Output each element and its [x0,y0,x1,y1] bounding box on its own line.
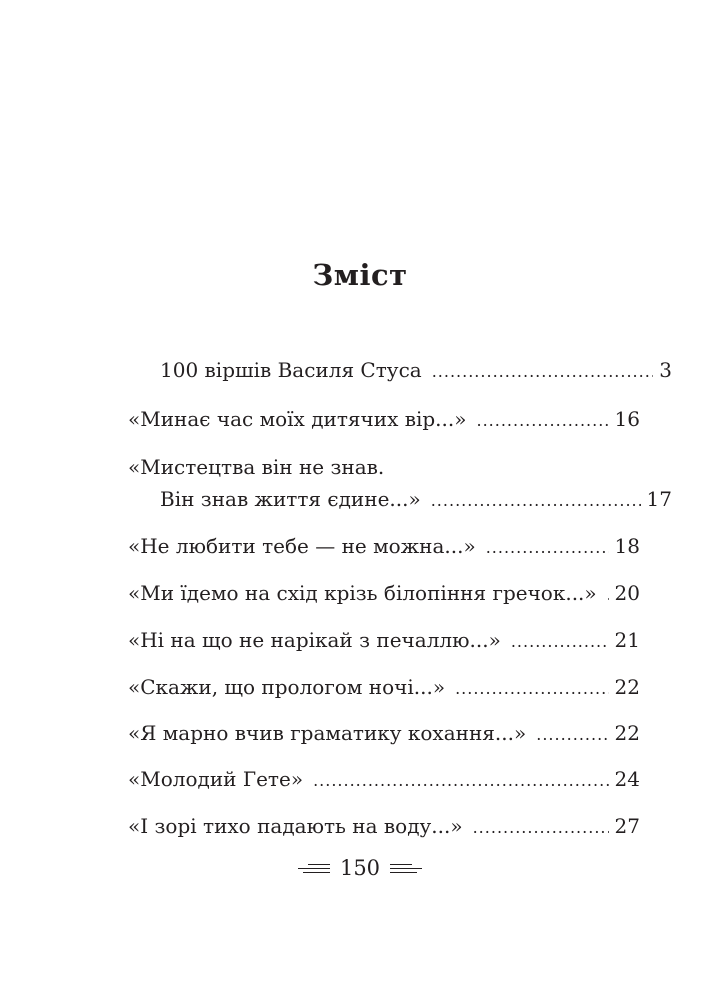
toc-entry [128,765,640,795]
toc-entry [128,356,672,386]
dot-leader [536,721,608,749]
toc-entry-page: 17 [646,487,672,511]
toc-entry-title: «Ми їдемо на схід крізь білопіння гречок...» [128,581,597,605]
toc-entry-title: «Ні на що не нарікай з печаллю...» [128,628,501,652]
toc-entry [128,812,640,842]
toc-line [128,812,640,842]
toc-entry-page: 18 [614,534,640,558]
dot-leader [455,675,608,703]
toc-entry-page: 22 [614,675,640,699]
footer-ornament-left [298,864,330,873]
dot-leader [511,628,609,656]
page-title: Зміст [312,258,408,292]
toc-line [128,356,672,386]
toc-entry [128,719,640,749]
toc-entry [128,532,640,562]
toc-line [128,719,640,749]
page-footer [0,856,720,880]
dot-leader [313,767,608,795]
toc-line [128,405,640,435]
toc-entry-title: 100 віршів Василя Стуса [160,358,422,382]
toc-line [128,765,640,795]
toc-entry [128,579,640,609]
toc-entry-title: «Скажи, що прологом ночі...» [128,675,446,699]
page-number: 150 [339,856,381,880]
dot-leader [431,487,641,515]
toc-entry-title-line1: «Мистецтва він не знав. [128,455,385,479]
toc-entry [128,453,672,515]
toc-entry-page: 3 [659,358,672,382]
toc-entry-page: 24 [614,767,640,791]
toc-line [128,532,640,562]
toc-line [128,579,640,609]
toc-entry-page: 16 [614,407,640,431]
toc-entry-title: «Молодий Гете» [128,767,304,791]
toc-entry [128,673,640,703]
toc-entry-title: Він знав життя єдине...» [160,487,421,511]
dot-leader [476,407,608,435]
toc-entry-title: «Минає час моїх дитячих вір...» [128,407,467,431]
toc-entry-title: «Я марно вчив граматику кохання...» [128,721,527,745]
dot-leader [486,534,609,562]
dot-leader [473,814,609,842]
dot-leader [432,358,654,386]
toc-line [128,626,640,656]
toc-entry-page: 20 [614,581,640,605]
toc-entry-page: 22 [614,721,640,745]
toc-entry-page: 21 [614,628,640,652]
toc-line [128,673,640,703]
toc-entry-title: «Не любити тебе — не можна...» [128,534,476,558]
toc-line [128,485,672,515]
footer-ornament-right [390,864,422,873]
toc-entry [128,405,640,435]
toc-entry [128,626,640,656]
toc-entry-page: 27 [614,814,640,838]
toc-entry-title: «І зорі тихо падають на воду...» [128,814,463,838]
